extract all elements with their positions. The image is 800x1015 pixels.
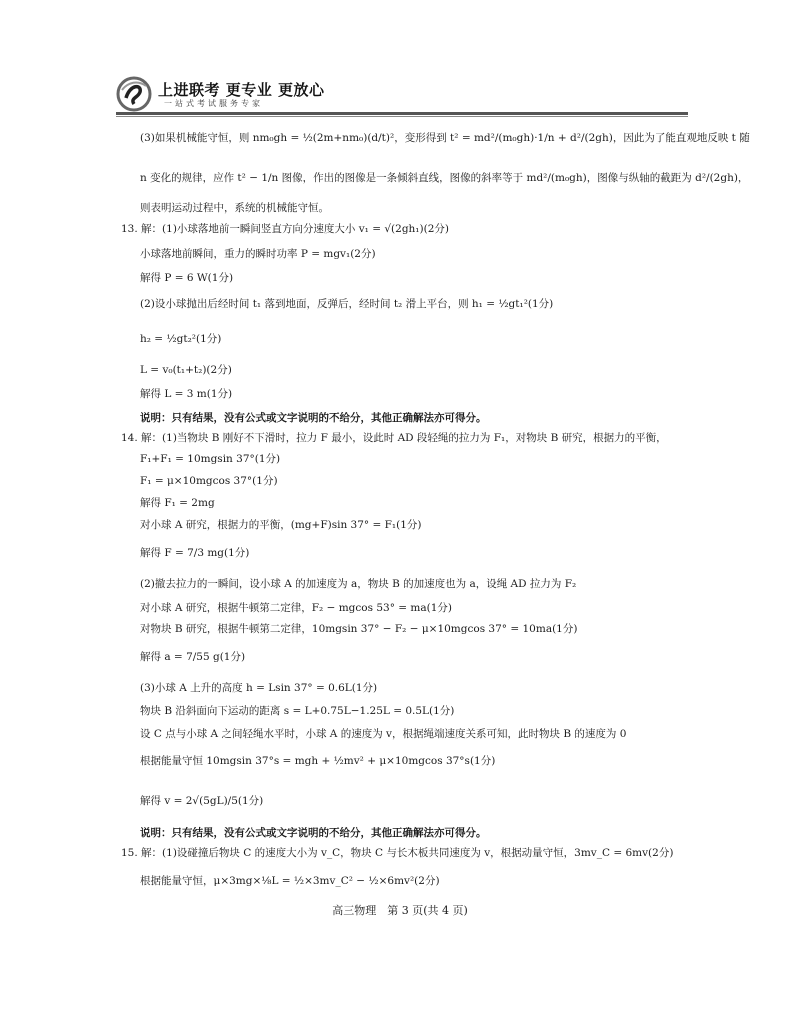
q13-line-3: 解得 P = 6 W(1分) [140,272,234,284]
header-rule [116,112,688,115]
q13-line-2: 小球落地前瞬间，重力的瞬时功率 P = mgv₁(2分) [140,248,376,260]
q14-note: 说明：只有结果，没有公式或文字说明的不给分，其他正确解法亦可得分。 [140,827,487,839]
brand-name: 上进联考 更专业 更放心 [158,81,325,99]
q12-line-2: n 变化的规律，应作 t² − 1/n 图像，作出的图像是一条倾斜直线，图像的斜率等于 md²/(m₀gh)，图像与纵轴的截距为 d²/(2gh)， [140,172,749,184]
brand-tagline: 一站式考试服务专家 [164,99,263,108]
q14-line-1: 14. 解：(1)当物块 B 刚好不下滑时，拉力 F 最小，设此时 AD 段轻绳的拉力为 F₁，对物块 B 研究，根据力的平衡， [121,432,667,444]
q13-line-5: h₂ = ½gt₂²(1分) [140,333,222,345]
q12-line-3: 则表明运动过程中，系统的机械能守恒。 [140,202,329,214]
q14-line-10: 解得 a = 7/55 g(1分) [140,651,246,663]
q14-line-5: 对小球 A 研究，根据力的平衡，(mg+F)sin 37° = F₁(1分) [140,519,422,531]
q14-line-9: 对物块 B 研究，根据牛顿第二定律，10mgsin 37° − F₂ − μ×10mgcos 37° = 10ma(1分) [140,623,578,635]
q13-line-7: 解得 L = 3 m(1分) [140,388,233,400]
q14-line-2: F₁+F₁ = 10mgsin 37°(1分) [140,453,281,465]
q14-line-8: 对小球 A 研究，根据牛顿第二定律，F₂ − mgcos 53° = ma(1分) [140,602,453,614]
brand-logo-icon [116,76,152,112]
header-rule-thin [116,116,688,117]
q14-line-6: 解得 F = 7/3 mg(1分) [140,547,250,559]
q14-line-4: 解得 F₁ = 2mg [140,497,215,509]
q13-note: 说明：只有结果，没有公式或文字说明的不给分，其他正确解法亦可得分。 [140,412,487,424]
q14-line-11: (3)小球 A 上升的高度 h = Lsin 37° = 0.6L(1分) [140,682,378,694]
q14-line-7: (2)撤去拉力的一瞬间，设小球 A 的加速度为 a，物块 B 的加速度也为 a，设绳 AD 拉力为 F₂ [140,578,577,590]
q14-line-15: 解得 v = 2√(5gL)/5(1分) [140,795,264,807]
q12-line-1: (3)如果机械能守恒，则 nm₀gh = ½(2m+nm₀)(d/t)²，变形得到 t² = md²/(m₀gh)·1/n + d²/(2gh)，因此为了能直观地反映 t 随 [140,132,750,144]
page-footer: 高三物理 第 3 页(共 4 页) [332,904,468,917]
q14-line-12: 物块 B 沿斜面向下运动的距离 s = L+0.75L−1.25L = 0.5L(1分) [140,705,455,717]
q14-line-14: 根据能量守恒 10mgsin 37°s = mgh + ½mv² + μ×10mgcos 37°s(1分) [140,755,496,767]
q14-line-13: 设 C 点与小球 A 之间轻绳水平时，小球 A 的速度为 v，根据绳端速度关系可知，此时物块 B 的速度为 0 [140,728,627,740]
q13-line-1: 13. 解：(1)小球落地前一瞬间竖直方向分速度大小 v₁ = √(2gh₁)(2分) [121,223,449,235]
q13-line-4: (2)设小球抛出后经时间 t₁ 落到地面，反弹后，经时间 t₂ 滑上平台，则 h₁ = ½gt₁²(1分) [140,298,554,310]
q15-line-1: 15. 解：(1)设碰撞后物块 C 的速度大小为 v_C，物块 C 与长木板共同速度为 v，根据动量守恒，3mv_C = 6mv(2分) [121,847,674,859]
q14-line-3: F₁ = μ×10mgcos 37°(1分) [140,475,278,487]
header [116,76,688,112]
q13-line-6: L = v₀(t₁+t₂)(2分) [140,364,232,376]
q15-line-2: 根据能量守恒，μ×3mg×⅛L = ½×3mv_C² − ½×6mv²(2分) [140,875,440,887]
